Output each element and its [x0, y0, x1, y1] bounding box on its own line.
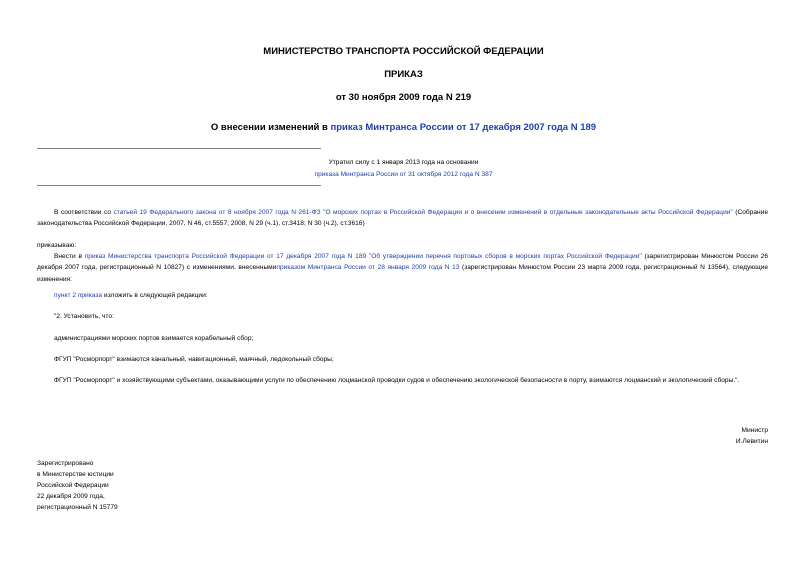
- paragraph-basis-text: В соответствии со: [54, 209, 111, 216]
- quote-item-pilot-fees: ФГУП "Росморпорт" и хозяйствующими субъектами, оказывающими услуги по обеспечению лоцманской проводки судов и обеспечению экологической безопасности в порту, взимаются лоцманский и экологический сборы.".: [54, 377, 740, 384]
- registration-line-2: в Министерстве юстиции: [37, 471, 114, 478]
- quote-start: "2. Установить, что:: [54, 313, 114, 320]
- ministry-heading: МИНИСТЕРСТВО ТРАНСПОРТА РОССИЙСКОЙ ФЕДЕРАЦИИ: [263, 46, 544, 57]
- signature-name: И.Левитин: [735, 438, 768, 445]
- subject-prefix: О внесении изменений в: [210, 122, 328, 133]
- registration-line-4: 22 декабря 2009 года,: [37, 493, 105, 500]
- status-order-link[interactable]: приказа Минтранса России от 31 октября 2012 года N 387: [314, 171, 493, 178]
- paragraph-point2-text: изложить в следующей редакции:: [102, 292, 208, 299]
- paragraph-amendment: [37, 251, 768, 285]
- registration-line-5: регистрационный N 15779: [37, 504, 118, 511]
- order-13-link[interactable]: приказом Минтранса России от 28 января 2009 года N 13: [276, 264, 460, 272]
- paragraph-order-word: приказываю:: [37, 242, 77, 249]
- subject-order-link[interactable]: приказ Минтранса России от 17 декабря 2007 года N 189: [330, 122, 597, 133]
- order-189-link[interactable]: приказ Министерства транспорта Российской Федерации от 17 декабря 2007 года N 189 "Об утверждении перечня портовых сборов в морских портах Российской Федерации": [84, 253, 642, 260]
- paragraph-point2: [54, 290, 768, 301]
- status-note: Утратил силу с 1 января 2013 года на основании: [328, 159, 479, 166]
- registration-line-1: Зарегистрировано: [37, 460, 94, 467]
- divider-bottom: [37, 185, 321, 186]
- status-note-link-line: [0, 169, 807, 180]
- registration-line-3: Российской Федерации: [37, 482, 109, 489]
- order-subject: [0, 122, 807, 133]
- paragraph-basis: [37, 207, 768, 230]
- paragraph-basis-citation: (Собрание законодательства Российской Федерации, 2007, N 46, ст.5557; 2008, N 29 (ч.1), ст.3418; N 30 (ч.2), ст.3616): [37, 209, 768, 228]
- paragraph-amendment-tail: (зарегистрирован Минюстом России 23 марта 2009 года, регистрационный N 13564), следующие изменения:: [37, 264, 768, 283]
- quote-item-channel-fees: ФГУП "Росморпорт" взимаются канальный, навигационный, маячный, ледокольный сборы;: [54, 356, 334, 363]
- signature-title: Министр: [741, 427, 768, 434]
- order-date: от 30 ноября 2009 года N 219: [335, 92, 472, 103]
- order-heading: ПРИКАЗ: [384, 69, 423, 80]
- quote-item-ship-fee: администрациями морских портов взимается корабельный сбор;: [54, 335, 254, 342]
- paragraph-amendment-reg: (зарегистрирован Минюстом России 26 декабря 2007 года, регистрационный N 10827) с изменениями, внесенными: [37, 253, 768, 272]
- paragraph-amendment-text: Внести в: [54, 253, 82, 260]
- point-2-link[interactable]: пункт 2 приказа: [54, 292, 103, 299]
- federal-law-link[interactable]: статьей 19 Федерального закона от 8 ноября 2007 года N 261-ФЗ "О морских портах в Российской Федерации и о внесении изменений в отдельные законодательные акты Российской Федерации": [113, 209, 733, 216]
- divider-top: [37, 148, 321, 149]
